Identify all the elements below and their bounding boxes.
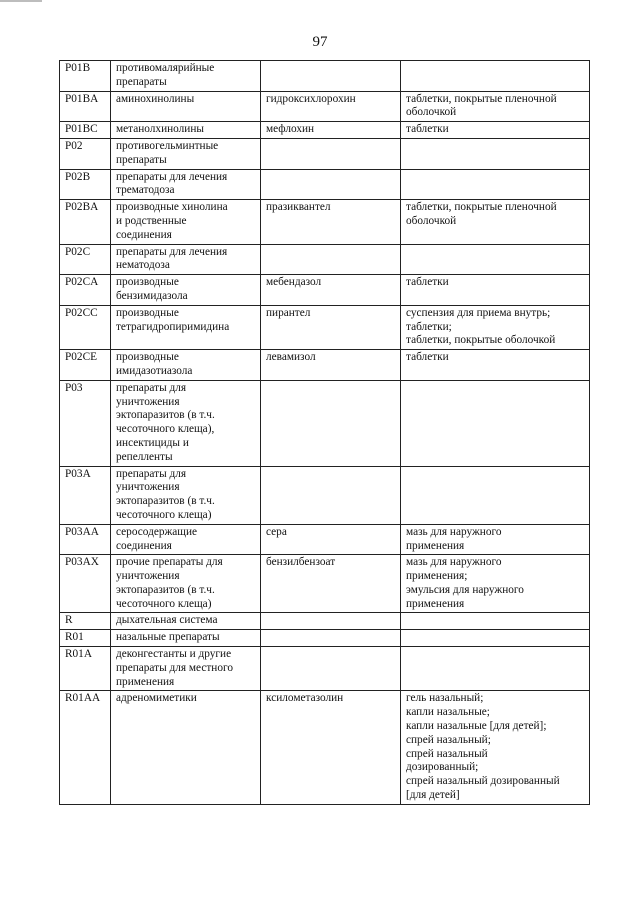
scan-corner-mark [0,0,42,2]
substance-cell [261,61,401,92]
dosage-form-cell: мазь для наружного применения; эмульсия для наружного применения [401,555,590,613]
group-name-cell: противомалярийные препараты [111,61,261,92]
atc-code-cell: R01 [60,630,111,647]
substance-cell: мефлохин [261,122,401,139]
atc-code-cell: R01AA [60,691,111,804]
dosage-form-cell [401,61,590,92]
group-name-cell: противогельминтные препараты [111,138,261,169]
group-name-cell: препараты для лечения трематодоза [111,169,261,200]
table-row [60,555,590,613]
substance-cell: мебендазол [261,275,401,306]
dosage-form-cell: таблетки [401,275,590,306]
table-body [60,61,590,805]
atc-code-cell: P01BA [60,91,111,122]
group-name-cell: назальные препараты [111,630,261,647]
substance-cell: левамизол [261,350,401,381]
atc-code-cell: P01B [60,61,111,92]
table-row [60,244,590,275]
substance-cell [261,169,401,200]
drug-classification-table [59,60,590,805]
dosage-form-cell: таблетки [401,350,590,381]
table-row [60,200,590,244]
dosage-form-cell: таблетки, покрытые пленочной оболочкой [401,200,590,244]
substance-cell: ксилометазолин [261,691,401,804]
atc-code-cell: R01A [60,647,111,691]
table-row [60,466,590,524]
dosage-form-cell [401,380,590,466]
table-row [60,380,590,466]
dosage-form-cell: мазь для наружного применения [401,524,590,555]
atc-code-cell: P03AA [60,524,111,555]
table-row [60,169,590,200]
substance-cell [261,380,401,466]
dosage-form-cell [401,466,590,524]
group-name-cell: препараты для уничтожения эктопаразитов (в т.ч. чесоточного клеща), инсектициды и репелленты [111,380,261,466]
atc-code-cell: P02CE [60,350,111,381]
atc-code-cell: P02BA [60,200,111,244]
substance-cell [261,466,401,524]
table-row [60,613,590,630]
dosage-form-cell: суспензия для приема внутрь; таблетки; таблетки, покрытые оболочкой [401,305,590,349]
atc-code-cell: P02CA [60,275,111,306]
group-name-cell: производные хинолина и родственные соединения [111,200,261,244]
group-name-cell: препараты для уничтожения эктопаразитов (в т.ч. чесоточного клеща) [111,466,261,524]
table-row [60,524,590,555]
substance-cell: сера [261,524,401,555]
substance-cell: гидроксихлорохин [261,91,401,122]
atc-code-cell: P03A [60,466,111,524]
table-row [60,138,590,169]
substance-cell [261,244,401,275]
group-name-cell: прочие препараты для уничтожения эктопаразитов (в т.ч. чесоточного клеща) [111,555,261,613]
substance-cell [261,647,401,691]
group-name-cell: серосодержащие соединения [111,524,261,555]
table-row [60,305,590,349]
atc-code-cell: P02C [60,244,111,275]
dosage-form-cell [401,647,590,691]
table-row [60,61,590,92]
dosage-form-cell [401,138,590,169]
group-name-cell: производные тетрагидропиримидина [111,305,261,349]
substance-cell [261,613,401,630]
substance-cell: бензилбензоат [261,555,401,613]
dosage-form-cell: таблетки [401,122,590,139]
substance-cell [261,630,401,647]
atc-code-cell: P02CC [60,305,111,349]
table-row [60,275,590,306]
group-name-cell: адреномиметики [111,691,261,804]
substance-cell: празиквантел [261,200,401,244]
group-name-cell: производные бензимидазола [111,275,261,306]
dosage-form-cell: таблетки, покрытые пленочной оболочкой [401,91,590,122]
table-row [60,122,590,139]
dosage-form-cell [401,169,590,200]
atc-code-cell: P02B [60,169,111,200]
group-name-cell: производные имидазотиазола [111,350,261,381]
dosage-form-cell [401,244,590,275]
atc-code-cell: P03AX [60,555,111,613]
atc-code-cell: P01BC [60,122,111,139]
group-name-cell: препараты для лечения нематодоза [111,244,261,275]
group-name-cell: дыхательная система [111,613,261,630]
table-row [60,630,590,647]
table-row [60,691,590,804]
atc-code-cell: R [60,613,111,630]
dosage-form-cell [401,613,590,630]
substance-cell [261,138,401,169]
group-name-cell: деконгестанты и другие препараты для местного применения [111,647,261,691]
atc-code-cell: P02 [60,138,111,169]
group-name-cell: метанолхинолины [111,122,261,139]
table-row [60,350,590,381]
page-number: 97 [312,34,328,50]
atc-code-cell: P03 [60,380,111,466]
table-row [60,91,590,122]
dosage-form-cell: гель назальный; капли назальные; капли назальные [для детей]; спрей назальный; спрей назальный дозированный; спрей назальный дозированный [для детей] [401,691,590,804]
group-name-cell: аминохинолины [111,91,261,122]
table-row [60,647,590,691]
dosage-form-cell [401,630,590,647]
substance-cell: пирантел [261,305,401,349]
